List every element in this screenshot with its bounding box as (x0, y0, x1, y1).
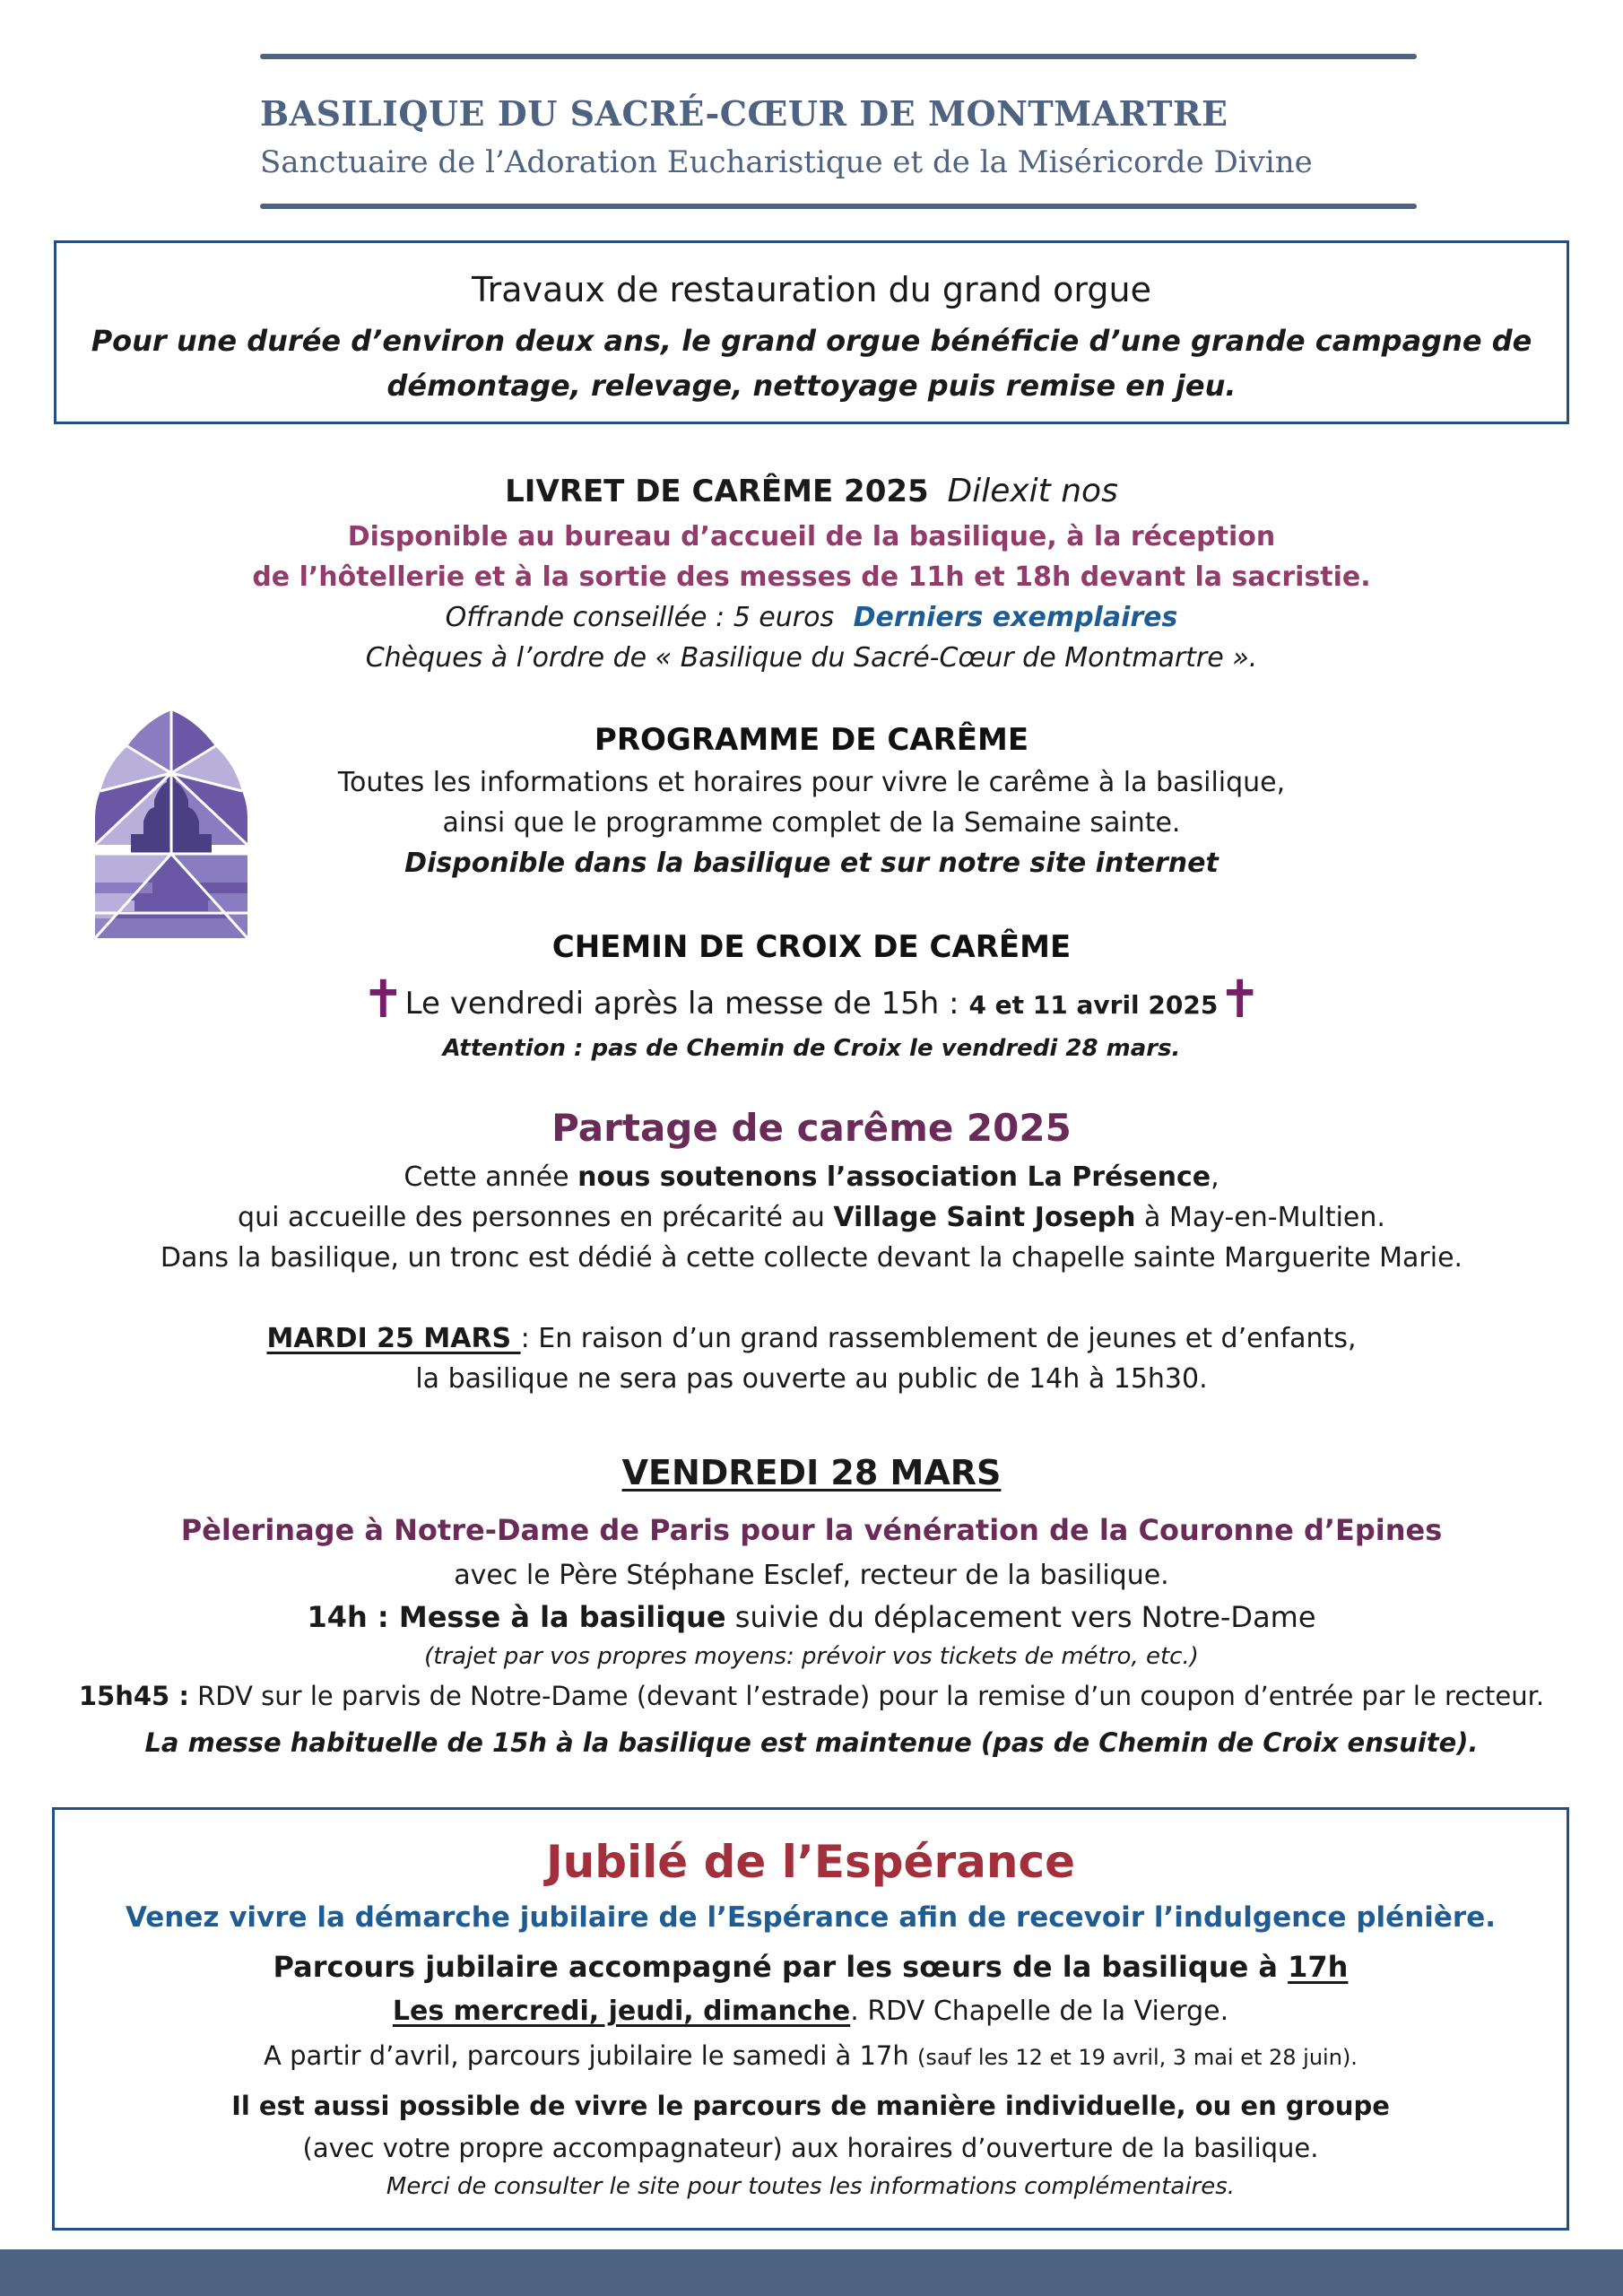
vendredi-mass-rest: suivie du déplacement vers Notre-Dame (725, 1600, 1316, 1634)
mardi-label: MARDI 25 MARS (266, 1323, 521, 1354)
vendredi-trip: (trajet par vos propres moyens: prévoir vos tickets de métro, etc.) (424, 1643, 1199, 1670)
livret-offering-line (0, 597, 1623, 638)
chemin-line (0, 969, 1623, 1032)
jubile-days: Les mercredi, jeudi, dimanche (392, 1996, 851, 2027)
programme-title: PROGRAMME DE CARÊME (594, 722, 1029, 758)
vendredi-rdv-rest: RDV sur le parvis de Notre-Dame (devant l’estrade) pour la remise d’un coupon d’entrée par le recteur. (188, 1681, 1545, 1711)
jubile-l2b: . RDV Chapelle de la Vierge. (850, 1996, 1229, 2027)
jubile-line-4: Il est aussi possible de vivre le parcours de manière individuelle, ou en groupe (231, 2091, 1390, 2121)
basilica-title: BASILIQUE DU SACRÉ-CŒUR DE MONTMARTRE (260, 93, 1228, 134)
partage-l2a: qui accueille des personnes en précarité au (238, 1202, 834, 1233)
basilica-subtitle: Sanctuaire de l’Adoration Eucharistique et de la Miséricorde Divine (260, 144, 1313, 180)
chemin-title: CHEMIN DE CROIX DE CARÊME (551, 929, 1072, 965)
partage-line-1 (0, 1157, 1623, 1197)
bottom-rule (260, 204, 1417, 209)
restoration-text (56, 318, 1567, 408)
programme-line-2: ainsi que le programme complet de la Semaine sainte. (442, 807, 1181, 839)
livret-availability-2: de l’hôtellerie et à la sortie des messes de 11h et 18h devant la sacristie. (252, 561, 1371, 593)
livret-heading (0, 466, 1623, 517)
partage-title: Partage de carême 2025 (551, 1106, 1072, 1150)
jubile-subtitle: Venez vivre la démarche jubilaire de l’Espérance afin de recevoir l’indulgence plénière. (125, 1901, 1497, 1934)
mardi-section (0, 1318, 1623, 1399)
mardi-line-1 (0, 1318, 1623, 1359)
stained-glass-basilica-icon (91, 710, 251, 938)
jubile-line-5: (avec votre propre accompagnateur) aux horaires d’ouverture de la basilique. (302, 2133, 1319, 2163)
partage-line-3: Dans la basilique, un tronc est dédié à cette collecte devant la chapelle sainte Marguerite Marie. (160, 1242, 1463, 1274)
mardi-text: : En raison d’un grand rassemblement de jeunes et d’enfants, (520, 1323, 1357, 1354)
livret-availability-1: Disponible au bureau d’accueil de la basilique, à la réception (347, 521, 1276, 552)
vendredi-rdv-bold: 15h45 : (78, 1681, 189, 1711)
livret-section (0, 466, 1623, 678)
partage-line-2 (0, 1197, 1623, 1238)
vendredi-mass-bold: 14h : Messe à la basilique (307, 1600, 726, 1634)
livret-title: LIVRET DE CARÊME 2025 (505, 474, 929, 509)
livret-title-italic: Dilexit nos (947, 473, 1118, 509)
restoration-line-1: Pour une durée d’environ deux ans, le grand orgue bénéficie d’une grande campagne de (91, 324, 1532, 358)
vendredi-title: VENDREDI 28 MARS (621, 1453, 1002, 1492)
vendredi-section (0, 1446, 1623, 1768)
programme-line-1: Toutes les informations et horaires pour vivre le carême à la basilique, (337, 767, 1286, 798)
vendredi-mass (0, 1596, 1623, 1639)
partage-l1a: Cette année (404, 1161, 578, 1193)
partage-association: nous soutenons l’association La Présence (577, 1161, 1211, 1193)
chemin-note: Attention : pas de Chemin de Croix le vendredi 28 mars. (442, 1035, 1181, 1062)
livret-cheques: Chèques à l’ordre de « Basilique du Sacré-Cœur de Montmartre ». (365, 642, 1258, 674)
jubile-l1a: Parcours jubilaire accompagné par les sœurs de la basilique à (273, 1950, 1289, 1984)
mardi-line-2: la basilique ne sera pas ouverte au public de 14h à 15h30. (415, 1363, 1208, 1395)
cross-icon-left: ✝ (361, 969, 405, 1030)
jubile-line-1 (55, 1944, 1567, 1989)
programme-section (269, 718, 1354, 883)
jubile-box (52, 1807, 1569, 2231)
partage-village: Village Saint Joseph (833, 1202, 1136, 1233)
chemin-dates: 4 et 11 avril 2025 (968, 990, 1219, 1020)
jubile-l3a: A partir d’avril, parcours jubilaire le samedi à 17h (264, 2040, 917, 2071)
partage-section (0, 1100, 1623, 1278)
vendredi-rdv (0, 1674, 1623, 1718)
partage-l2c: à May-en-Multien. (1135, 1202, 1385, 1233)
vendredi-pilgrimage: Pèlerinage à Notre-Dame de Paris pour la vénération de la Couronne d’Epines (180, 1513, 1443, 1547)
chemin-section (0, 922, 1623, 1065)
stained-glass-logo (91, 710, 251, 938)
restoration-title: Travaux de restauration du grand orgue (472, 270, 1151, 309)
cross-icon-right: ✝ (1218, 969, 1262, 1030)
chemin-text: Le vendredi après la messe de 15h : (404, 986, 959, 1022)
vendredi-maintained: La messe habituelle de 15h à la basilique est maintenue (pas de Chemin de Croix ensuite). (144, 1727, 1479, 1758)
top-rule (260, 54, 1417, 59)
jubile-time: 17h (1288, 1950, 1349, 1984)
livret-offering: Offrande conseillée : 5 euros (445, 602, 835, 633)
jubile-line-3 (55, 2034, 1567, 2079)
organ-restoration-notice (54, 240, 1569, 424)
vendredi-with: avec le Père Stéphane Esclef, recteur de la basilique. (454, 1560, 1169, 1591)
jubile-title: Jubilé de l’Espérance (546, 1836, 1075, 1888)
restoration-line-2: démontage, relevage, nettoyage puis remise en jeu. (386, 369, 1237, 403)
jubile-line-2 (55, 1989, 1567, 2034)
livret-last-copies: Derniers exemplaires (853, 602, 1178, 633)
footer-bar (0, 2249, 1623, 2296)
programme-line-3: Disponible dans la basilique et sur notre site internet (404, 848, 1219, 879)
masthead (260, 54, 1417, 209)
jubile-line-6: Merci de consulter le site pour toutes les informations complémentaires. (386, 2173, 1236, 2200)
jubile-l3b: (sauf les 12 et 19 avril, 3 mai et 28 juin). (916, 2045, 1358, 2070)
partage-l1c: , (1211, 1161, 1219, 1193)
